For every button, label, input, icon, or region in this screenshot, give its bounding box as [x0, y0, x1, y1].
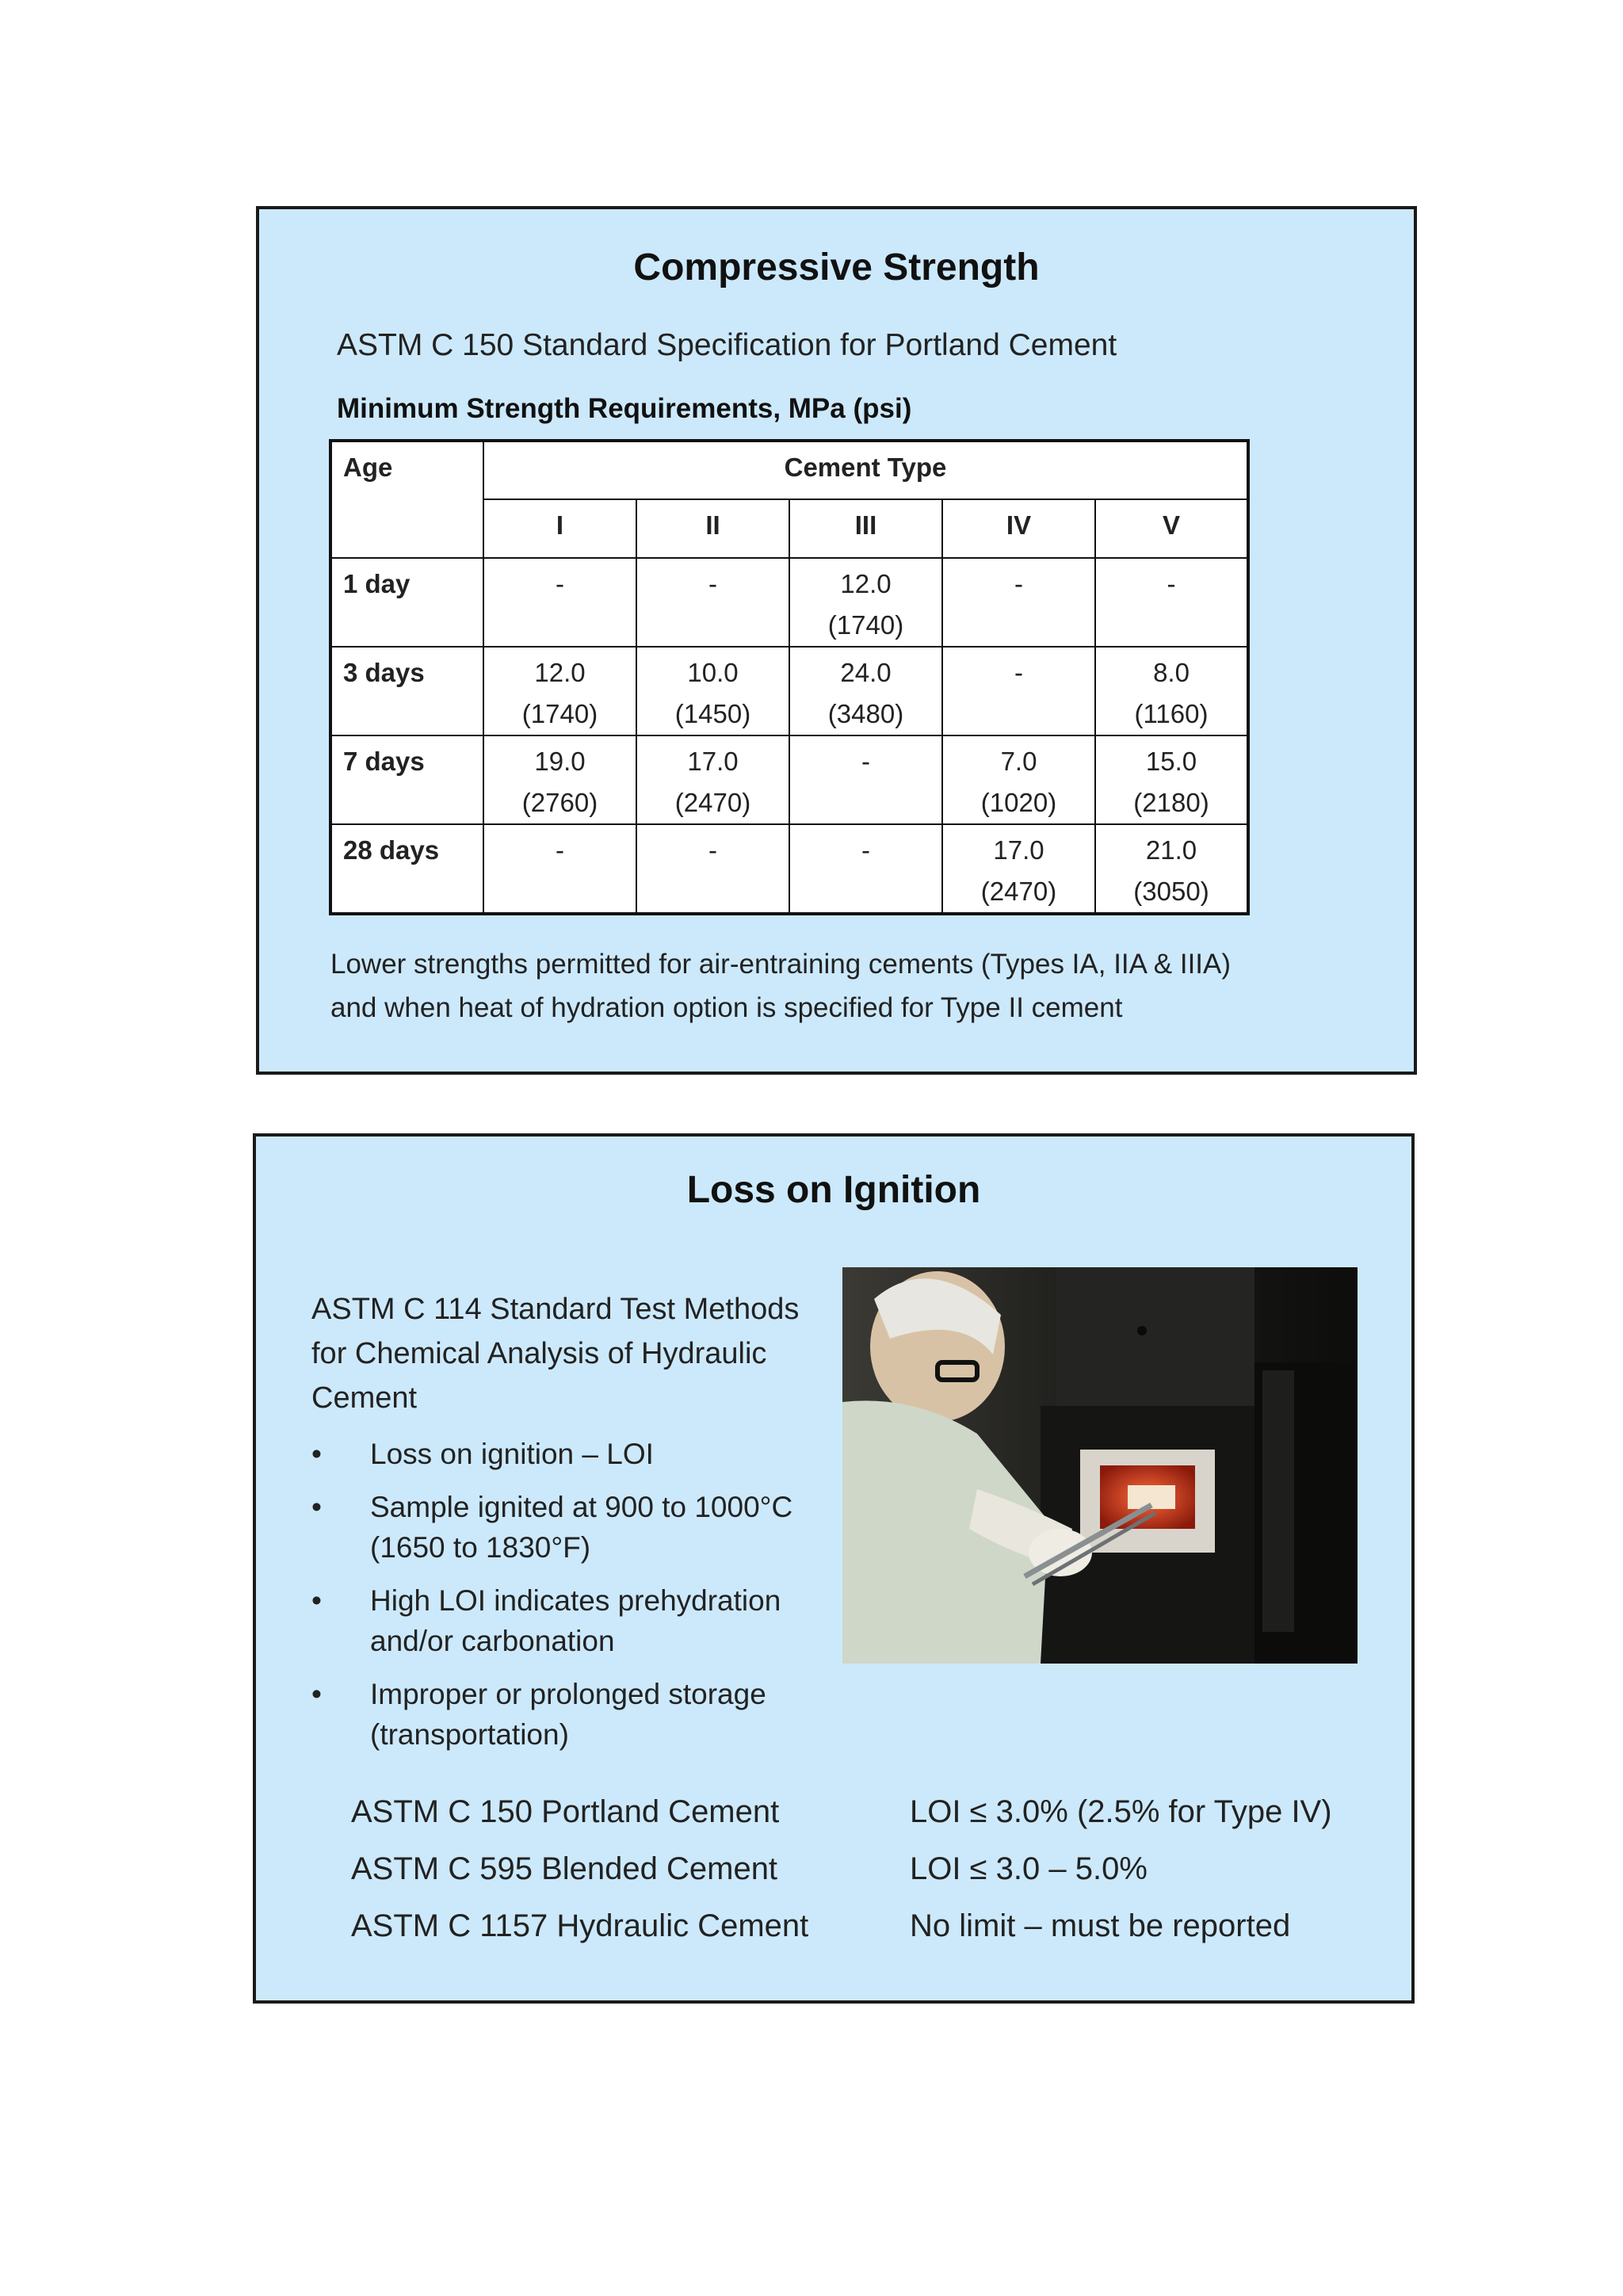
table-cell: 7.0 (1020): [942, 735, 1095, 824]
table-row: [330, 558, 1248, 647]
type-header-v: V: [1095, 499, 1248, 558]
age-cell: 3 days: [330, 647, 483, 735]
spec-name: ASTM C 150 Portland Cement: [351, 1794, 780, 1829]
furnace-photo: [842, 1267, 1358, 1664]
list-item: • High LOI indicates prehydration and/or carbonation: [311, 1580, 850, 1661]
type-header-i: I: [483, 499, 636, 558]
intro-line: Cement: [311, 1381, 418, 1415]
footnote-line: and when heat of hydration option is specified for Type II cement: [330, 992, 1123, 1023]
age-cell: 28 days: [330, 824, 483, 914]
table-cell: -: [789, 735, 942, 824]
table-cell: 24.0 (3480): [789, 647, 942, 735]
spec-row: [351, 1851, 1381, 1908]
table-cell: -: [636, 824, 789, 914]
footnote: [330, 942, 1377, 1030]
table-title: Minimum Strength Requirements, MPa (psi): [337, 393, 912, 424]
strength-requirements-table: [329, 439, 1250, 915]
type-header-iii: III: [789, 499, 942, 558]
table-cell: 12.0 (1740): [789, 558, 942, 647]
table-cell: -: [1095, 558, 1248, 647]
table-cell: -: [636, 558, 789, 647]
cement-type-header: Cement Type: [483, 441, 1248, 499]
table-cell: 8.0 (1160): [1095, 647, 1248, 735]
bullet-list: [311, 1434, 850, 1767]
spec-name: ASTM C 595 Blended Cement: [351, 1851, 778, 1886]
table-cell: -: [483, 558, 636, 647]
slide-title: Compressive Strength: [633, 246, 1040, 288]
table-cell: -: [789, 824, 942, 914]
bullet-icon: •: [311, 1438, 322, 1470]
loi-spec-list: [351, 1794, 1381, 1966]
slide-compressive-strength: [256, 206, 1417, 1075]
spec-value: LOI ≤ 3.0% (2.5% for Type IV): [910, 1794, 1332, 1829]
table-cell: 17.0 (2470): [636, 735, 789, 824]
intro-line: for Chemical Analysis of Hydraulic: [311, 1337, 767, 1370]
spec-value: No limit – must be reported: [910, 1908, 1291, 1943]
list-item: • Sample ignited at 900 to 1000°C (1650 to 1830°F): [311, 1487, 850, 1568]
age-header: Age: [330, 441, 483, 558]
table-cell: -: [942, 558, 1095, 647]
table-cell: 19.0 (2760): [483, 735, 636, 824]
bullet-icon: •: [311, 1678, 322, 1710]
slide-title: Loss on Ignition: [686, 1169, 981, 1211]
spec-row: [351, 1908, 1381, 1966]
bullet-icon: •: [311, 1491, 322, 1523]
list-item: • Improper or prolonged storage (transportation): [311, 1674, 850, 1755]
spec-value: LOI ≤ 3.0 – 5.0%: [910, 1851, 1148, 1886]
type-header-iv: IV: [942, 499, 1095, 558]
table-cell: -: [942, 647, 1095, 735]
intro-line: ASTM C 114 Standard Test Methods: [311, 1293, 800, 1326]
age-cell: 7 days: [330, 735, 483, 824]
type-header-ii: II: [636, 499, 789, 558]
table-row: [330, 735, 1248, 824]
table-cell: 21.0 (3050): [1095, 824, 1248, 914]
bullet-icon: •: [311, 1584, 322, 1617]
table-cell: 10.0 (1450): [636, 647, 789, 735]
spec-name: ASTM C 1157 Hydraulic Cement: [351, 1908, 809, 1943]
intro-text: [311, 1287, 834, 1420]
table-cell: 15.0 (2180): [1095, 735, 1248, 824]
footnote-line: Lower strengths permitted for air-entraining cements (Types IA, IIA & IIIA): [330, 949, 1232, 980]
table-cell: 12.0 (1740): [483, 647, 636, 735]
slide-loss-on-ignition: [253, 1133, 1415, 2004]
table-cell: 17.0 (2470): [942, 824, 1095, 914]
table-row: [330, 824, 1248, 914]
table-row: [330, 647, 1248, 735]
age-cell: 1 day: [330, 558, 483, 647]
list-item: • Loss on ignition – LOI: [311, 1434, 850, 1474]
spec-row: [351, 1794, 1381, 1851]
slide-subtitle: ASTM C 150 Standard Specification for Portland Cement: [337, 328, 1117, 362]
table-cell: -: [483, 824, 636, 914]
